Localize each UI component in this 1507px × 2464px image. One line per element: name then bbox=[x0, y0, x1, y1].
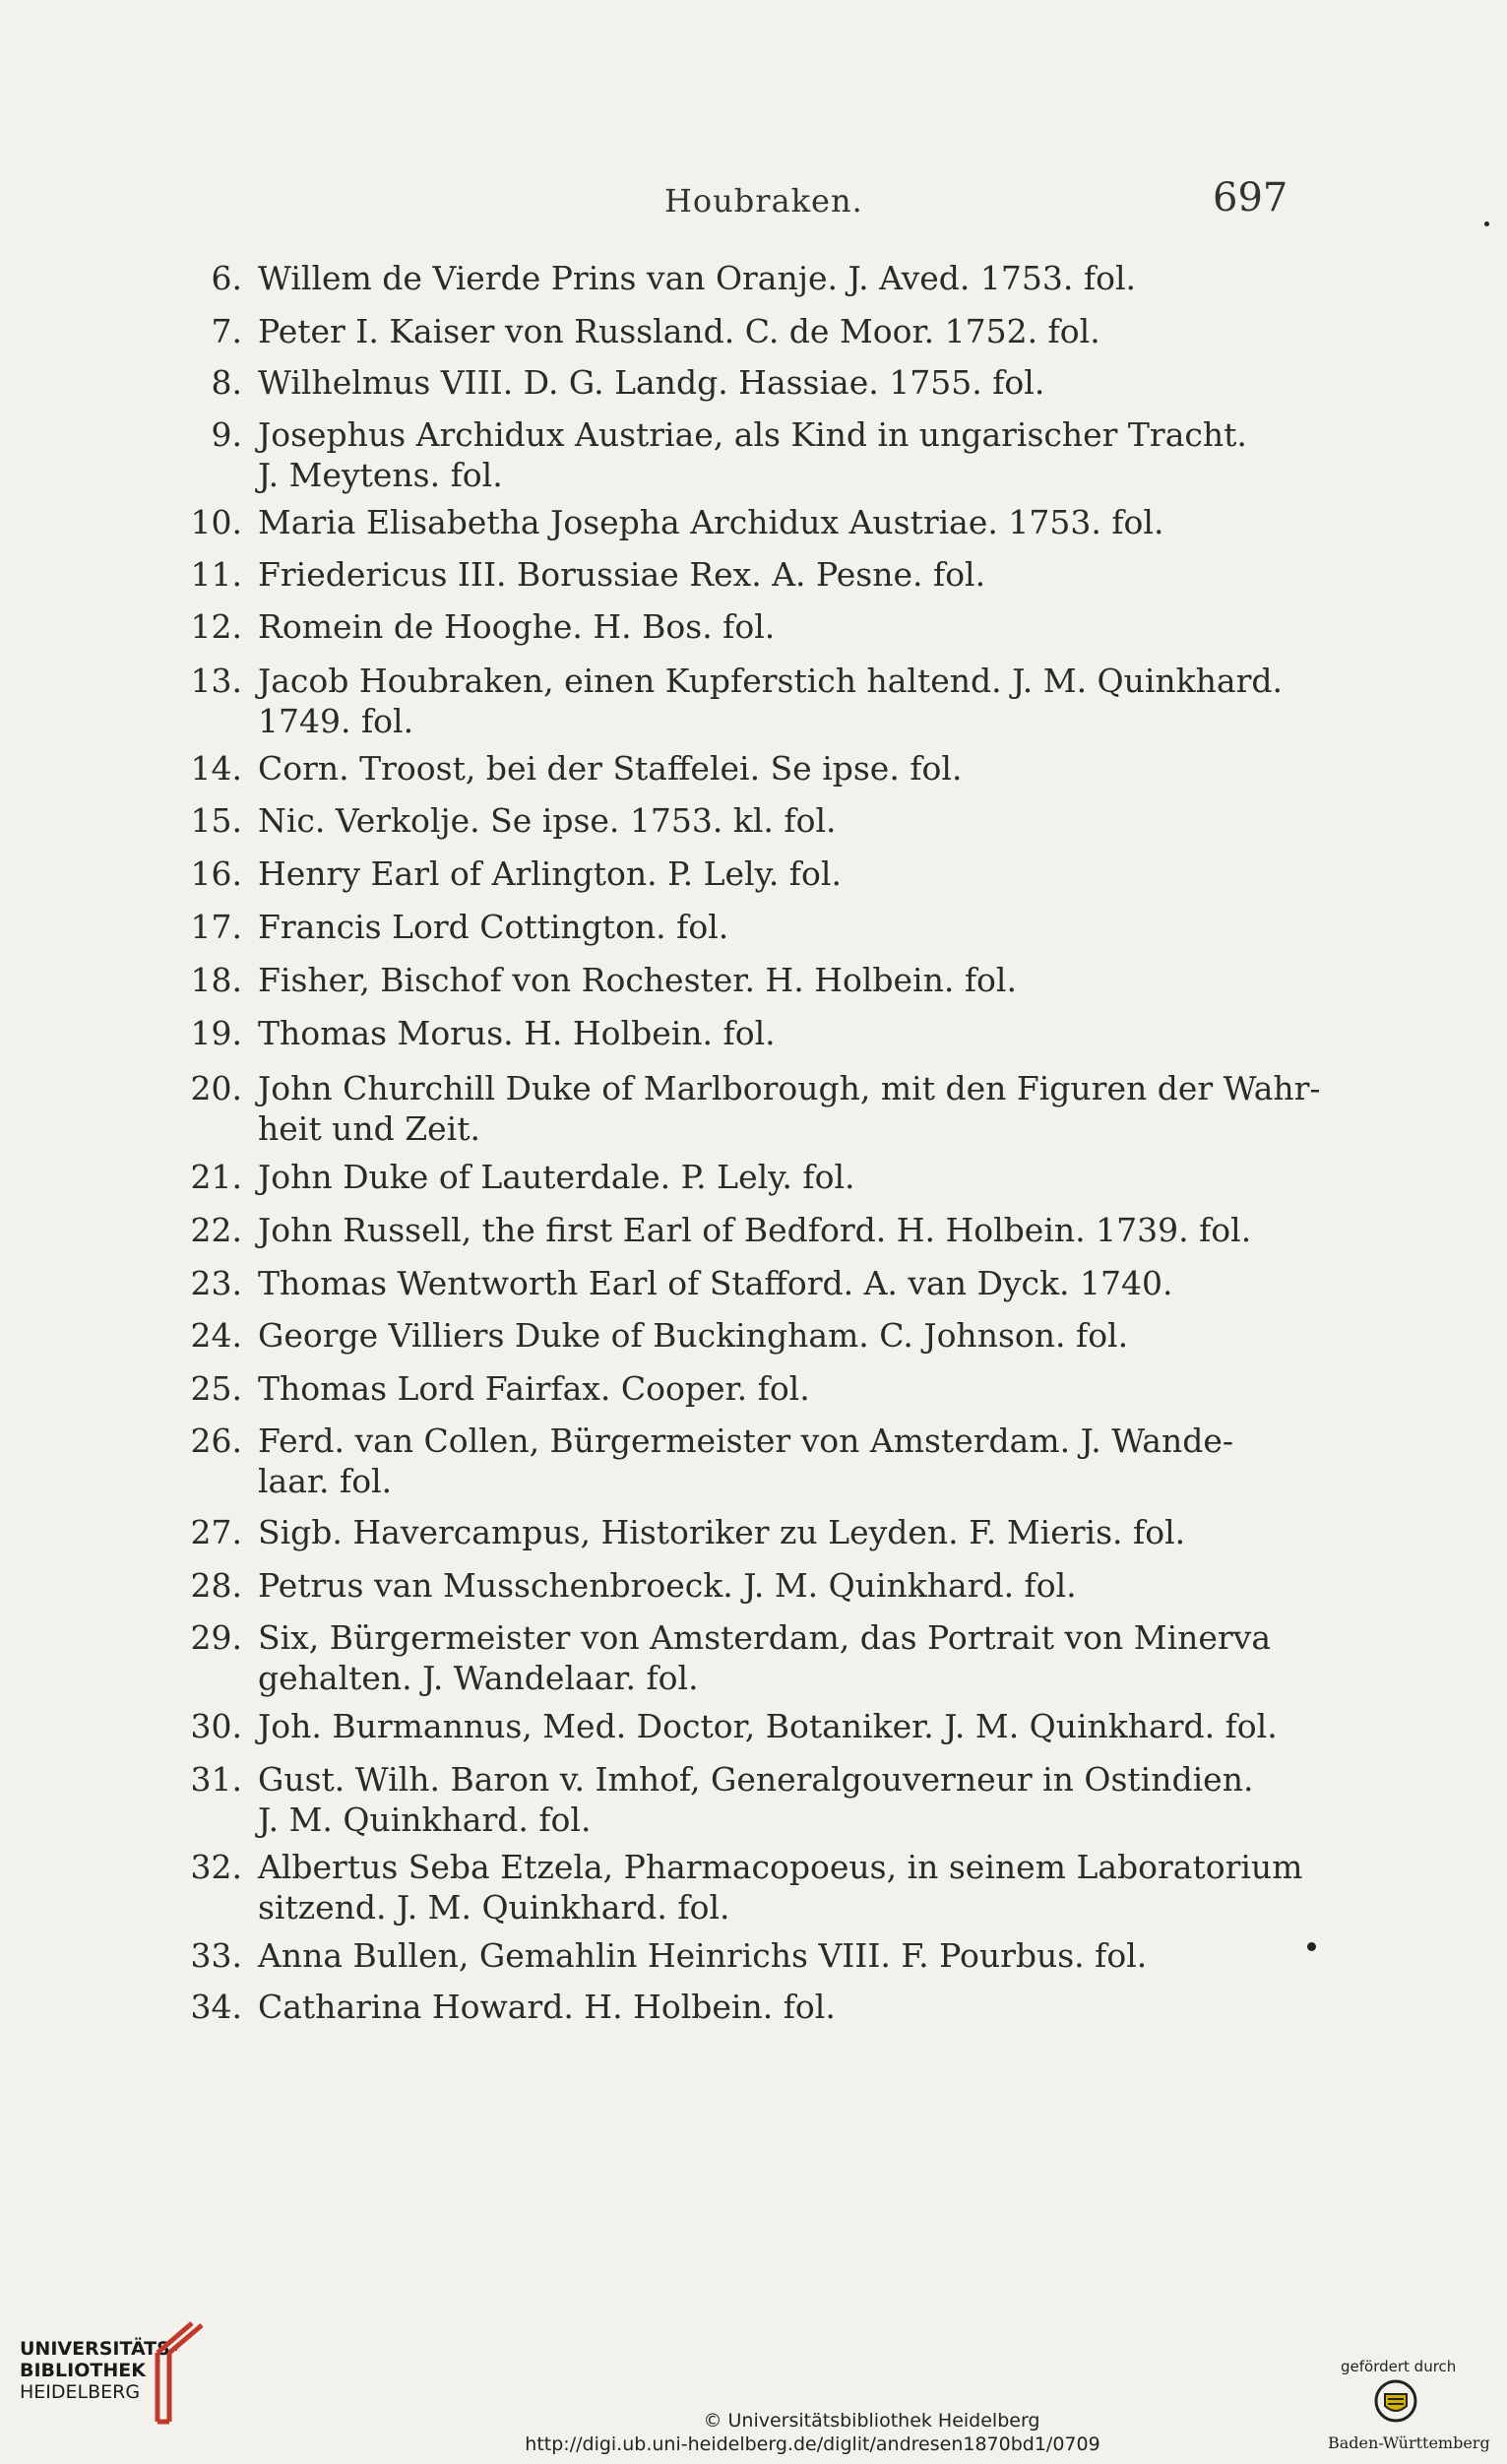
entry-number: 6. bbox=[211, 259, 242, 297]
entry-text-line: George Villiers Duke of Buckingham. C. Johnson. fol. bbox=[258, 1316, 1129, 1355]
entry-text-line: Gust. Wilh. Baron v. Imhof, Generalgouverneur in Ostindien. bbox=[258, 1760, 1254, 1799]
entry-text-line: Albertus Seba Etzela, Pharmacopoeus, in seinem Laboratorium bbox=[258, 1848, 1303, 1886]
entry-text-line: Jacob Houbraken, einen Kupferstich haltend. J. M. Quinkhard. bbox=[258, 662, 1283, 700]
entry-number: 11. bbox=[190, 555, 242, 594]
entry-number: 14. bbox=[190, 749, 242, 788]
entry-number: 16. bbox=[190, 854, 242, 893]
entry-text-line: sitzend. J. M. Quinkhard. fol. bbox=[258, 1888, 730, 1927]
entry-text-line: Francis Lord Cottington. fol. bbox=[258, 908, 729, 946]
sponsor-name: Baden-Württemberg bbox=[1328, 2433, 1490, 2452]
entry-number: 28. bbox=[190, 1566, 242, 1605]
copyright-notice: © Universitätsbibliothek Heidelberg bbox=[703, 2410, 1040, 2432]
entry-text-line: John Duke of Lauterdale. P. Lely. fol. bbox=[258, 1158, 855, 1196]
entry-text-line: Maria Elisabetha Josepha Archidux Austriae. 1753. fol. bbox=[258, 503, 1164, 541]
entry-text-line: J. Meytens. fol. bbox=[258, 456, 503, 494]
entry-text-line: heit und Zeit. bbox=[258, 1109, 480, 1148]
entry-text-line: Fisher, Bischof von Rochester. H. Holbein. fol. bbox=[258, 961, 1017, 999]
entry-number: 20. bbox=[190, 1069, 242, 1107]
entry-text-line: John Churchill Duke of Marlborough, mit den Figuren der Wahr- bbox=[258, 1069, 1321, 1107]
entry-text-line: Corn. Troost, bei der Staffelei. Se ipse. fol. bbox=[258, 749, 963, 788]
entry-number: 34. bbox=[190, 1988, 242, 2026]
entry-text-line: J. M. Quinkhard. fol. bbox=[258, 1801, 592, 1839]
entry-text-line: gehalten. J. Wandelaar. fol. bbox=[258, 1659, 699, 1697]
sponsor-label: gefördert durch bbox=[1341, 2358, 1457, 2375]
entry-number: 10. bbox=[190, 503, 242, 541]
entry-text-line: laar. fol. bbox=[258, 1462, 393, 1500]
entry-text-line: Six, Bürgermeister von Amsterdam, das Portrait von Minerva bbox=[258, 1618, 1271, 1657]
entry-text-line: Wilhelmus VIII. D. G. Landg. Hassiae. 1755. fol. bbox=[258, 363, 1045, 402]
entry-number: 13. bbox=[190, 662, 242, 700]
entry-number: 22. bbox=[190, 1211, 242, 1249]
entry-text-line: Thomas Wentworth Earl of Stafford. A. van Dyck. 1740. bbox=[258, 1264, 1173, 1302]
entry-number: 7. bbox=[211, 312, 242, 350]
entry-text-line: Josephus Archidux Austriae, als Kind in ungarischer Tracht. bbox=[258, 415, 1247, 454]
entry-text-line: 1749. fol. bbox=[258, 702, 414, 740]
entry-number: 29. bbox=[190, 1618, 242, 1657]
entry-text-line: Joh. Burmannus, Med. Doctor, Botaniker. J. M. Quinkhard. fol. bbox=[258, 1707, 1278, 1745]
entry-text-line: Catharina Howard. H. Holbein. fol. bbox=[258, 1988, 836, 2026]
entry-text-line: Peter I. Kaiser von Russland. C. de Moor. 1752. fol. bbox=[258, 312, 1100, 350]
library-line-3: HEIDELBERG bbox=[20, 2381, 141, 2403]
entry-number: 18. bbox=[190, 961, 242, 999]
entry-text-line: Willem de Vierde Prins van Oranje. J. Aved. 1753. fol. bbox=[258, 259, 1136, 297]
entry-text-line: Friedericus III. Borussiae Rex. A. Pesne. fol. bbox=[258, 555, 986, 594]
entry-text-line: Sigb. Havercampus, Historiker zu Leyden. F. Mieris. fol. bbox=[258, 1513, 1186, 1551]
entry-text-line: Ferd. van Collen, Bürgermeister von Amsterdam. J. Wande- bbox=[258, 1422, 1233, 1460]
entry-text-line: Anna Bullen, Gemahlin Heinrichs VIII. F. Pourbus. fol. bbox=[258, 1936, 1148, 1975]
running-head: Houbraken. bbox=[664, 182, 863, 220]
entry-text-line: Henry Earl of Arlington. P. Lely. fol. bbox=[258, 854, 842, 893]
page-number: 697 bbox=[1213, 175, 1288, 221]
entry-number: 27. bbox=[190, 1513, 242, 1551]
entry-number: 24. bbox=[190, 1316, 242, 1355]
entry-number: 9. bbox=[211, 415, 242, 454]
entry-text-line: Romein de Hooghe. H. Bos. fol. bbox=[258, 607, 776, 646]
entry-number: 17. bbox=[190, 908, 242, 946]
entry-number: 33. bbox=[190, 1936, 242, 1975]
entry-number: 23. bbox=[190, 1264, 242, 1302]
entry-number: 26. bbox=[190, 1422, 242, 1460]
entry-text-line: Nic. Verkolje. Se ipse. 1753. kl. fol. bbox=[258, 801, 837, 840]
entry-number: 32. bbox=[190, 1848, 242, 1886]
entry-number: 8. bbox=[211, 363, 242, 402]
entry-number: 30. bbox=[190, 1707, 242, 1745]
entry-number: 21. bbox=[190, 1158, 242, 1196]
ink-speck bbox=[1484, 221, 1489, 226]
permalink-url[interactable]: http://digi.ub.uni-heidelberg.de/diglit/andresen1870bd1/0709 bbox=[525, 2433, 1100, 2455]
entry-number: 12. bbox=[190, 607, 242, 646]
baden-wuerttemberg-seal-icon bbox=[1373, 2378, 1418, 2424]
entry-text-line: John Russell, the first Earl of Bedford. H. Holbein. 1739. fol. bbox=[258, 1211, 1252, 1249]
entry-number: 15. bbox=[190, 801, 242, 840]
entry-text-line: Thomas Morus. H. Holbein. fol. bbox=[258, 1014, 776, 1052]
entry-text-line: Petrus van Musschenbroeck. J. M. Quinkhard. fol. bbox=[258, 1566, 1077, 1605]
library-line-2: BIBLIOTHEK bbox=[20, 2360, 146, 2381]
entry-number: 19. bbox=[190, 1014, 242, 1052]
library-line-1: UNIVERSITÄTS- bbox=[20, 2338, 178, 2360]
ink-speck bbox=[1307, 1942, 1316, 1951]
entry-text-line: Thomas Lord Fairfax. Cooper. fol. bbox=[258, 1369, 810, 1408]
entry-number: 25. bbox=[190, 1369, 242, 1408]
entry-number: 31. bbox=[190, 1760, 242, 1799]
